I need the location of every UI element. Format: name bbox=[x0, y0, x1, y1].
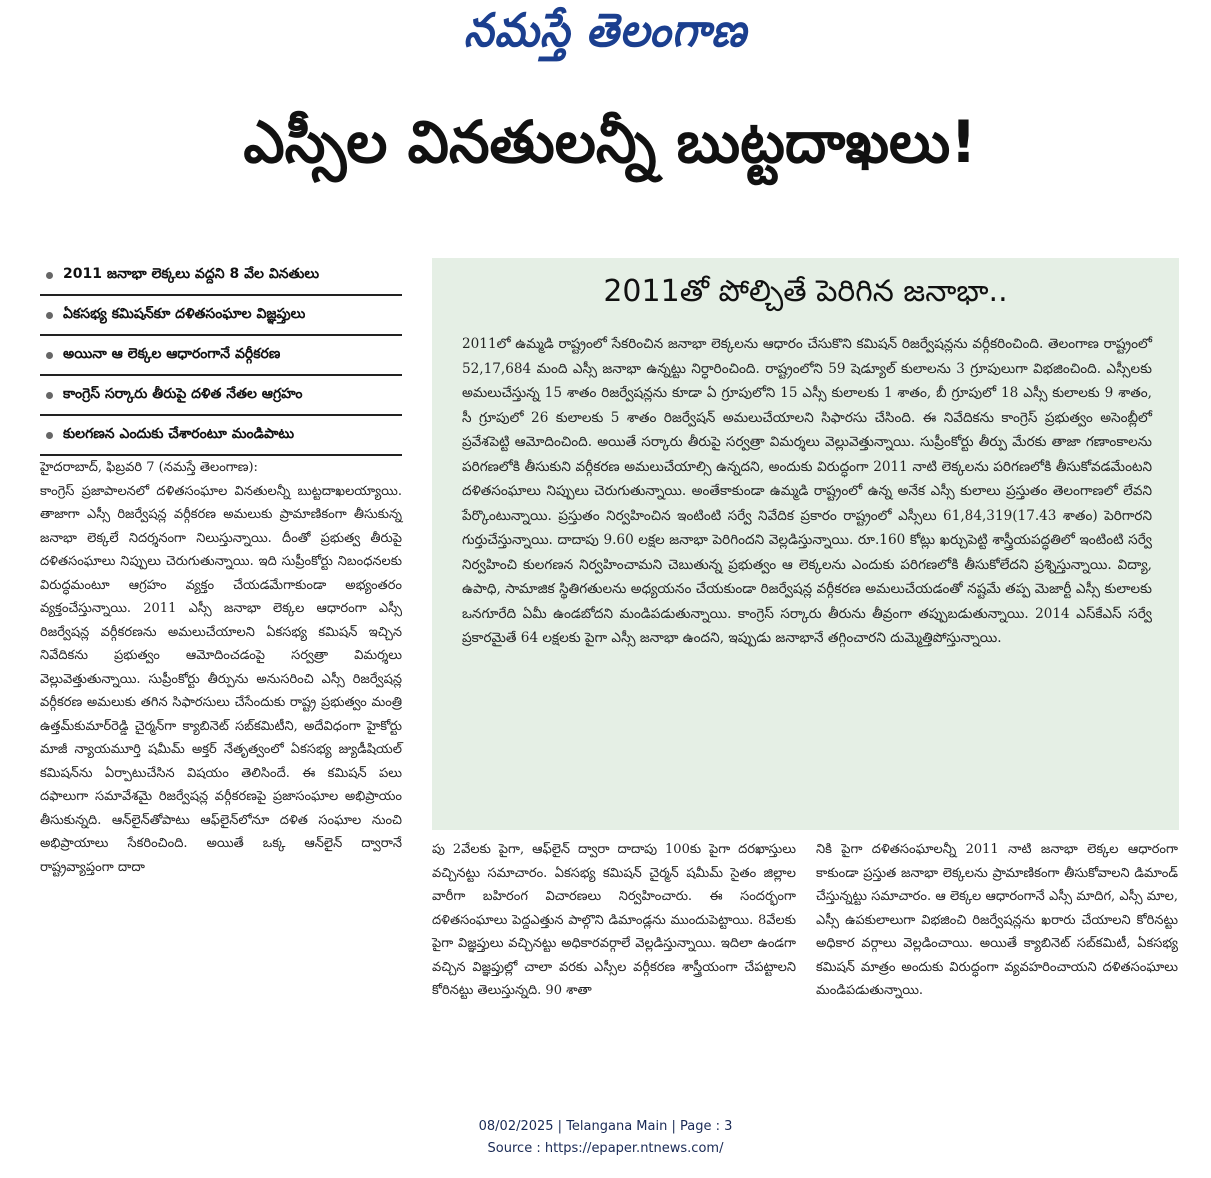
bullet-dot-icon bbox=[46, 432, 53, 439]
headline bbox=[30, 108, 1190, 191]
bullet-item bbox=[40, 256, 402, 296]
article-column-left: హైదరాబాద్, ఫిబ్రవరి 7 (నమస్తే తెలంగాణ): కాంగ్రెస్ ప్రజాపాలనలో దళితసంఘాల వినతులన్నీ బుట్టదాఖలయ్యాయి. తాజాగా ఎస్సీ రిజర్వేషన్ల వర్గీకరణ అమలుకు ప్రామాణికంగా తీసుకున్న జనాభా లెక్కలే నిదర్శనంగా నిలుస్తున్నాయి. దీంతో ప్రభుత్వ తీరుపై దళితసంఘాలు నిప్పులు చెరుగుతున్నాయి. ఇది సుప్రీంకోర్టు నిబంధనలకు విరుద్ధమంటూ ఆగ్రహం వ్యక్తం చేయడమేగాకుండా అభ్యంతరం వ్యక్తంచేస్తున్నాయి. 2011 ఎస్సీ జనాభా లెక్కల ఆధారంగా ఎస్సీ రిజర్వేషన్ల వర్గీకరణను అమలుచేయాలని ఏకసభ్య కమిషన్ ఇచ్చిన నివేదికను ప్రభుత్వం ఆమోదించడంపై సర్వత్రా విమర్శలు వెల్లువెత్తుతున్నాయి. సుప్రీంకోర్టు తీర్పును అనుసరించి ఎస్సీ రిజర్వేషన్ల వర్గీకరణ అమలుకు తగిన సిఫారసులు చేసేందుకు రాష్ట్ర ప్రభుత్వం మంత్రి ఉత్తమ్‌కుమార్‌రెడ్డి చైర్మన్‌గా క్యాబినెట్ సబ్‌కమిటీని, అదేవిధంగా హైకోర్టు మాజీ న్యాయమూర్తి షమీమ్ అక్తర్ నేతృత్వంలో ఏకసభ్య జ్యుడీషియల్ కమిషన్‌ను ఏర్పాటుచేసిన విషయం తెలిసిందే. ఈ కమిషన్ పలు దఫాలుగా సమావేశమై రిజర్వేషన్ల వర్గీకరణపై ప్రజాసంఘాల అభిప్రాయం తీసుకున్నది. ఆన్‌లైన్‌తోపాటు ఆఫ్‌లైన్‌లోనూ దళిత సంఘాల నుంచి అభిప్రాయాలు సేకరించింది. అయితే ఒక్క ఆన్‌లైన్ ద్వారానే రాష్ట్రవ్యాప్తంగా దాదా bbox=[40, 460, 402, 875]
footer-source: Source : https://epaper.ntnews.com/ bbox=[487, 1141, 724, 1156]
newspaper-masthead bbox=[0, 3, 1211, 66]
bullet-dot-icon bbox=[46, 392, 53, 399]
bullet-dot-icon bbox=[46, 352, 53, 359]
bullet-item bbox=[40, 416, 402, 456]
bullet-text: అయినా ఆ లెక్కల ఆధారంగానే వర్గీకరణ bbox=[63, 345, 281, 362]
bullet-text: ఏకసభ్య కమిషన్‌కూ దళితసంఘాల విజ్ఞప్తులు bbox=[63, 305, 306, 322]
highlight-bullets bbox=[40, 256, 402, 456]
bullet-text: కులగణన ఎందుకు చేశారంటూ మండిపాటు bbox=[63, 425, 295, 442]
bullet-item bbox=[40, 376, 402, 416]
footer bbox=[0, 1116, 1211, 1160]
bullet-item bbox=[40, 296, 402, 336]
bullet-dot-icon bbox=[46, 272, 53, 279]
bullet-text: కాంగ్రెస్ సర్కారు తీరుపై దళిత నేతల ఆగ్రహం bbox=[63, 385, 303, 402]
article-column-right: నికి పైగా దళితసంఘాలన్నీ 2011 నాటి జనాభా లెక్కల ఆధారంగా కాకుండా ప్రస్తుత జనాభా లెక్కలను ప్రామాణికంగా తీసుకోవాలని డిమాండ్ చేస్తున్నట్టు సమాచారం. ఆ లెక్కల ఆధారంగానే ఎస్సీ మాదిగ, ఎస్సీ మాల, ఎస్సీ ఉపకులాలుగా విభజించి రిజర్వేషన్లను ఖరారు చేయాలని కోరినట్టు అధికార వర్గాలు వెల్లడించాయి. అయితే క్యాబినెట్ సబ్‌కమిటీ, ఏకసభ్య కమిషన్ మాత్రం అందుకు విరుద్ధంగా వ్యవహరించాయని దళితసంఘాలు మండిపడుతున్నాయి. bbox=[816, 842, 1178, 998]
masthead-title: నమస్తే తెలంగాణ bbox=[463, 3, 748, 57]
sidebar-box bbox=[432, 258, 1179, 830]
article-column-middle: పు 2వేలకు పైగా, ఆఫ్‌లైన్ ద్వారా దాదాపు 100కు పైగా దరఖాస్తులు వచ్చినట్టు సమాచారం. ఏకసభ్య కమిషన్ చైర్మన్ షమీమ్ సైతం జిల్లాల వారీగా బహిరంగ విచారణలు నిర్వహించారు. ఈ సందర్భంగా దళితసంఘాలు పెద్దఎత్తున పాల్గొని డిమాండ్లను ముందుపెట్టాయి. 8వేలకు పైగా విజ్ఞప్తులు వచ్చినట్టు అధికారవర్గాలే వెల్లడిస్తున్నాయి. ఇదిలా ఉండగా వచ్చిన విజ్ఞప్తుల్లో చాలా వరకు ఎస్సీల వర్గీకరణ శాస్త్రీయంగా చేపట్టాలని కోరినట్టు తెలుస్తున్నది. 90 శాతా bbox=[432, 842, 796, 998]
bullet-text: 2011 జనాభా లెక్కలు వద్దని 8 వేల వినతులు bbox=[63, 265, 320, 282]
footer-date-page: 08/02/2025 | Telangana Main | Page : 3 bbox=[478, 1119, 733, 1134]
box-title: 2011తో పోల్చితే పెరిగిన జనాభా.. bbox=[603, 274, 1008, 309]
bullet-item bbox=[40, 336, 402, 376]
bullet-dot-icon bbox=[46, 312, 53, 319]
headline-text: ఎస్సీల వినతులన్నీ బుట్టదాఖలు! bbox=[243, 108, 977, 176]
box-body: 2011లో ఉమ్మడి రాష్ట్రంలో సేకరించిన జనాభా లెక్కలను ఆధారం చేసుకొని కమిషన్ రిజర్వేషన్లను వర్గీకరించింది. తెలంగాణ రాష్ట్రంలో 52,17,684 మంది ఎస్సీ జనాభా ఉన్నట్టు నిర్ధారించింది. రాష్ట్రంలోని 59 షెడ్యూల్ కులాలను 3 గ్రూపులుగా విభజించింది. ఎస్సీలకు అమలుచేస్తున్న 15 శాతం రిజర్వేషన్లను కూడా ఏ గ్రూపులోని 15 ఎస్సీ కులాలకు 1 శాతం, బీ గ్రూపులో 18 ఎస్సీ కులాలకు 9 శాతం, సీ గ్రూపులో 26 కులాలకు 5 శాతం రిజర్వేషన్ అమలుచేయాలని సిఫారసు చేసింది. ఈ నివేదికను కాంగ్రెస్ ప్రభుత్వం అసెంబ్లీలో ప్రవేశపెట్టి ఆమోదించింది. అయితే సర్కారు తీరుపై సర్వత్రా విమర్శలు వెల్లువెత్తున్నాయి. సుప్రీంకోర్టు తీర్పు మేరకు తాజా గణాంకాలను పరిగణలోకి తీసుకుని వర్గీకరణ అమలుచేయాల్సి ఉన్నదని, అందుకు విరుద్ధంగా 2011 నాటి లెక్కలను పరిగణలోకి తీసుకోవడమేంటని దళితసంఘాలు నిప్పులు చెరుగుతున్నాయి. అంతేకాకుండా ఉమ్మడి రాష్ట్రంలో ఉన్న అనేక ఎస్సీ కులాలు ప్రస్తుతం తెలంగాణలో లేవని పేర్కొంటున్నాయి. ప్రస్తుతం నిర్వహించిన ఇంటింటి సర్వే నివేదిక ప్రకారం రాష్ట్రంలో ఎస్సీలు 61,84,319(17.43 శాతం) పెరిగారని గుర్తుచేస్తున్నాయి. దాదాపు 9.60 లక్షల జనాభా పెరిగిందని వెల్లడిస్తున్నాయి. రూ.160 కోట్లు ఖర్చుపెట్టి శాస్త్రీయపద్ధతిలో ఇంటింటి సర్వే నిర్వహించి కులగణన నిర్వహించామని చెబుతున్న ప్రభుత్వం ఆ లెక్కలను ఎందుకు పరిగణలోకి తీసుకోలేదని ప్రశ్నిస్తున్నాయి. విద్యా, ఉపాధి, సామాజిక స్థితిగతులను అధ్యయనం చేయకుండా రిజర్వేషన్ల వర్గీకరణ అమలుచేయడంతో నష్టమే తప్ప మెజార్టీ ఎస్సీ కులాలకు ఒనగూరేది ఏమీ ఉండబోదని మండిపడుతున్నాయి. కాంగ్రెస్ సర్కారు తీరును తీవ్రంగా తప్పుబడుతున్నాయి. 2014 ఎస్‌కేఎస్ సర్వే ప్రకారమైతే 64 లక్షలకు పైగా ఎస్సీ జనాభా ఉందని, ఇప్పుడు జనాభానే తగ్గించారని దుమ్మెత్తిపోస్తున్నాయి. bbox=[462, 336, 1152, 646]
